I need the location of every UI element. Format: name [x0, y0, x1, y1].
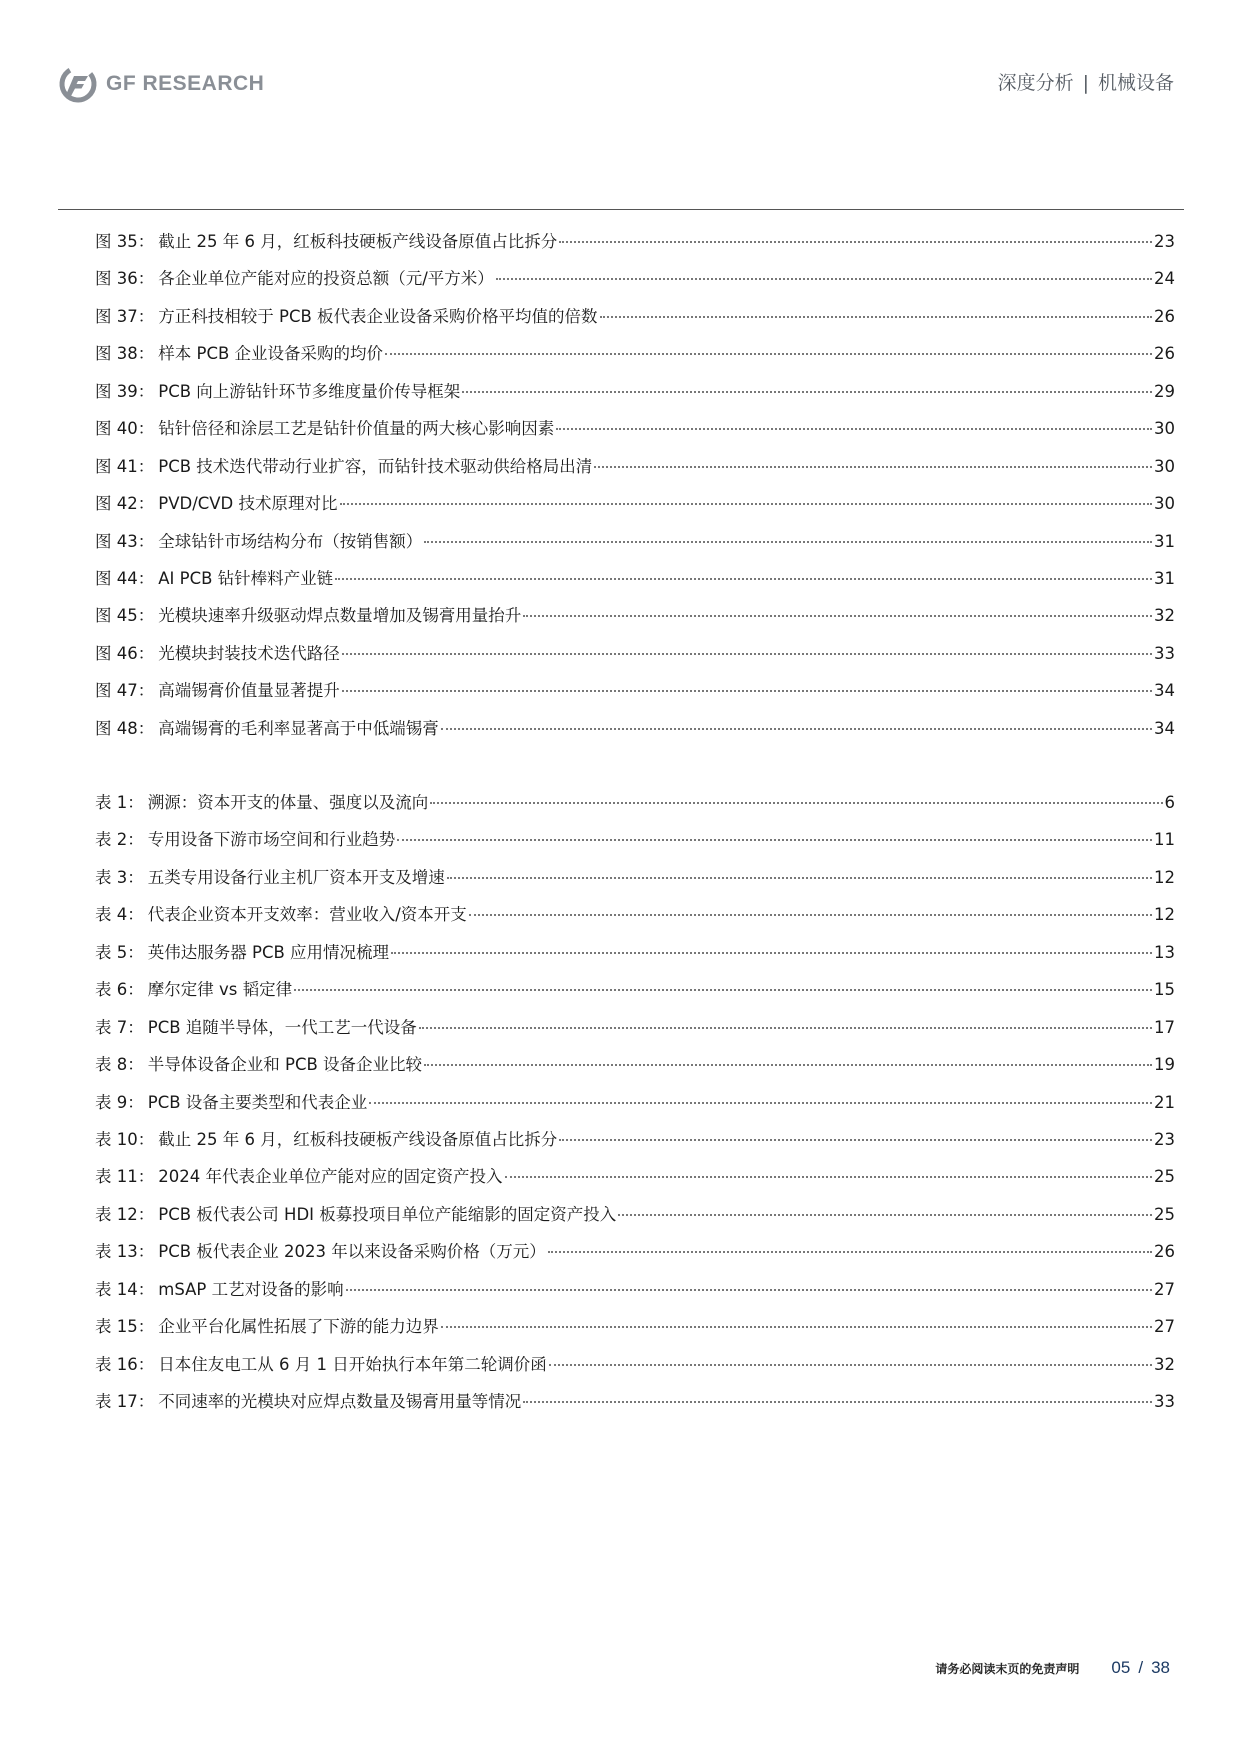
table-entry[interactable]: [95, 1201, 1175, 1238]
table-entry[interactable]: [95, 1313, 1175, 1350]
entry-page: 13: [1154, 942, 1175, 962]
entry-title: PVD/CVD 技术原理对比: [158, 494, 338, 514]
entry-number: 图 36：: [95, 269, 155, 289]
table-entry[interactable]: [95, 864, 1175, 901]
entry-title: 高端锡膏的毛利率显著高于中低端锡膏: [158, 718, 439, 738]
figure-index: [95, 228, 1175, 752]
dot-leader: [346, 1289, 1152, 1291]
entry-label: [95, 640, 340, 664]
entry-label: [95, 528, 422, 552]
entry-label: [95, 826, 395, 850]
table-entry[interactable]: [95, 939, 1175, 976]
entry-number: 图 39：: [95, 381, 155, 401]
dot-leader: [496, 278, 1152, 280]
entry-page: 33: [1154, 1392, 1175, 1411]
dot-leader: [385, 353, 1152, 355]
dot-leader: [523, 1401, 1152, 1403]
entry-page: 21: [1154, 1092, 1175, 1112]
entry-number: 表 11：: [95, 1167, 155, 1187]
entry-label: [95, 1051, 422, 1075]
page-slash: /: [1138, 1658, 1144, 1677]
dot-leader: [424, 1064, 1152, 1066]
entry-number: 表 12：: [95, 1204, 155, 1224]
figure-entry[interactable]: [95, 265, 1175, 302]
table-entry[interactable]: [95, 1351, 1175, 1388]
entry-title: 截止 25 年 6 月，红板科技硬板产线设备原值占比拆分: [158, 1129, 558, 1149]
entry-page: 23: [1154, 232, 1175, 251]
entry-number: 表 5：: [95, 942, 144, 962]
entry-number: 表 14：: [95, 1279, 155, 1299]
entry-number: 图 44：: [95, 568, 155, 588]
logo-text: GF RESEARCH: [106, 72, 265, 95]
table-entry[interactable]: [95, 901, 1175, 938]
table-entry[interactable]: [95, 1051, 1175, 1088]
entry-number: 图 45：: [95, 606, 155, 626]
figure-entry[interactable]: [95, 228, 1175, 265]
dot-leader: [441, 728, 1152, 730]
table-entry[interactable]: [95, 1276, 1175, 1313]
dot-leader: [424, 541, 1152, 543]
entry-title: PCB 向上游钻针环节多维度量价传导框架: [158, 381, 461, 401]
entry-label: [95, 453, 592, 477]
entry-page: 12: [1154, 905, 1175, 925]
page-number: [1111, 1658, 1170, 1678]
entry-page: 11: [1154, 830, 1175, 850]
page-footer: [935, 1658, 1170, 1678]
entry-label: [95, 1089, 367, 1113]
entry-number: 图 38：: [95, 344, 155, 364]
entry-page: 30: [1154, 456, 1175, 476]
entry-label: [95, 565, 333, 589]
entry-title: 企业平台化属性拓展了下游的能力边界: [158, 1317, 439, 1337]
entry-number: 图 42：: [95, 494, 155, 514]
entry-page: 19: [1154, 1055, 1175, 1075]
header-category: [998, 68, 1174, 95]
entry-page: 31: [1154, 531, 1175, 551]
entry-title: 半导体设备企业和 PCB 设备企业比较: [147, 1055, 423, 1075]
table-entry[interactable]: [95, 1126, 1175, 1163]
current-page: 05: [1111, 1658, 1131, 1677]
table-entry[interactable]: [95, 1014, 1175, 1051]
entry-title: PCB 板代表企业 2023 年以来设备采购价格（万元）: [158, 1242, 546, 1262]
dot-leader: [391, 952, 1152, 954]
entry-label: [95, 1351, 547, 1375]
entry-label: [95, 1201, 616, 1225]
entry-label: [95, 715, 439, 739]
entry-number: 表 8：: [95, 1055, 144, 1075]
entry-page: 27: [1154, 1279, 1175, 1299]
entry-number: 表 9：: [95, 1092, 144, 1112]
dot-leader: [549, 1364, 1152, 1366]
figure-entry[interactable]: [95, 490, 1175, 527]
dot-leader: [523, 615, 1152, 617]
entry-number: 表 4：: [95, 905, 144, 925]
entry-title: PCB 技术迭代带动行业扩容，而钻针技术驱动供给格局出清: [158, 456, 593, 476]
sector-name: 机械设备: [1097, 72, 1174, 94]
entry-title: 各企业单位产能对应的投资总额（元/平方米）: [158, 269, 494, 289]
dot-leader: [397, 839, 1152, 841]
dot-leader: [594, 466, 1152, 468]
entry-label: [95, 939, 389, 963]
entry-label: [95, 976, 292, 1000]
entry-title: 代表企业资本开支效率：营业收入/资本开支: [147, 905, 467, 925]
entry-number: 表 6：: [95, 980, 144, 1000]
entry-page: 26: [1154, 344, 1175, 364]
dot-leader: [505, 1176, 1153, 1178]
entry-number: 图 37：: [95, 306, 155, 326]
table-index: [95, 789, 1175, 1425]
figure-entry[interactable]: [95, 453, 1175, 490]
entry-page: 33: [1154, 643, 1175, 663]
entry-number: 表 2：: [95, 830, 144, 850]
figure-entry[interactable]: [95, 565, 1175, 602]
entry-page: 17: [1154, 1017, 1175, 1037]
table-entry[interactable]: [95, 1089, 1175, 1126]
entry-page: 25: [1154, 1204, 1175, 1224]
entry-page: 32: [1154, 1354, 1175, 1374]
entry-title: 日本住友电工从 6 月 1 日开始执行本年第二轮调价函: [158, 1354, 547, 1374]
entry-label: [95, 1126, 557, 1150]
dot-leader: [559, 241, 1152, 243]
entry-title: PCB 板代表公司 HDI 板募投项目单位产能缩影的固定资产投入: [158, 1204, 617, 1224]
logo: [58, 62, 264, 106]
entry-title: 高端锡膏价值量显著提升: [158, 681, 340, 701]
entry-label: [95, 303, 598, 327]
entry-page: 34: [1154, 681, 1175, 701]
dot-leader: [462, 391, 1152, 393]
entry-number: 表 10：: [95, 1129, 155, 1149]
entry-number: 图 47：: [95, 681, 155, 701]
entry-label: [95, 1238, 546, 1262]
figure-entry[interactable]: [95, 602, 1175, 639]
header-separator: |: [1082, 72, 1089, 94]
entry-number: 表 17：: [95, 1392, 155, 1411]
entry-title: 样本 PCB 企业设备采购的均价: [158, 344, 384, 364]
entry-number: 图 48：: [95, 718, 155, 738]
entry-page: 15: [1154, 980, 1175, 1000]
entry-label: [95, 490, 338, 514]
entry-label: [95, 789, 428, 813]
entry-title: 专用设备下游市场空间和行业趋势: [147, 830, 396, 850]
entry-title: 截止 25 年 6 月，红板科技硬板产线设备原值占比拆分: [158, 232, 558, 251]
report-type: 深度分析: [997, 72, 1074, 94]
entry-number: 表 16：: [95, 1354, 155, 1374]
entry-page: 32: [1154, 606, 1175, 626]
table-entry[interactable]: [95, 789, 1175, 826]
entry-number: 图 40：: [95, 419, 155, 439]
table-entry[interactable]: [95, 1163, 1175, 1200]
entry-number: 表 13：: [95, 1242, 155, 1262]
dot-leader: [342, 653, 1152, 655]
entry-page: 24: [1154, 269, 1175, 289]
figure-entry[interactable]: [95, 303, 1175, 340]
entry-label: [95, 340, 383, 364]
entry-page: 25: [1154, 1167, 1175, 1187]
entry-title: PCB 追随半导体，一代工艺一代设备: [147, 1017, 417, 1037]
entry-title: 钻针倍径和涂层工艺是钻针价值量的两大核心影响因素: [158, 419, 555, 439]
entry-label: [95, 864, 445, 888]
table-entry[interactable]: [95, 1238, 1175, 1275]
entry-number: 表 15：: [95, 1317, 155, 1337]
dot-leader: [430, 802, 1162, 804]
entry-title: 2024 年代表企业单位产能对应的固定资产投入: [158, 1167, 503, 1187]
table-entry[interactable]: [95, 826, 1175, 863]
dot-leader: [294, 989, 1152, 991]
entry-label: [95, 378, 460, 402]
entry-title: 光模块速率升级驱动焊点数量增加及锡膏用量抬升: [158, 606, 522, 626]
entry-label: [95, 228, 557, 252]
entry-label: [95, 677, 340, 701]
figure-entry[interactable]: [95, 677, 1175, 714]
entry-page: 23: [1154, 1129, 1175, 1149]
entry-page: 30: [1154, 419, 1175, 439]
entry-title: 摩尔定律 vs 韬定律: [147, 980, 293, 1000]
entry-page: 34: [1154, 718, 1175, 738]
entry-label: [95, 265, 494, 289]
entry-title: 方正科技相较于 PCB 板代表企业设备采购价格平均值的倍数: [158, 306, 598, 326]
header-divider: [58, 209, 1184, 210]
dot-leader: [548, 1251, 1152, 1253]
entry-label: [95, 415, 554, 439]
entry-title: 全球钻针市场结构分布（按销售额）: [158, 531, 423, 551]
entry-title: 五类专用设备行业主机厂资本开支及增速: [147, 867, 445, 887]
entry-label: [95, 1313, 439, 1337]
entry-number: 图 41：: [95, 456, 155, 476]
entry-page: 31: [1154, 568, 1175, 588]
entry-page: 30: [1154, 494, 1175, 514]
entry-page: 29: [1154, 381, 1175, 401]
entry-number: 表 3：: [95, 867, 144, 887]
dot-leader: [340, 503, 1152, 505]
entry-page: 26: [1154, 306, 1175, 326]
entry-number: 图 35：: [95, 232, 155, 251]
page-header: [58, 62, 1184, 106]
total-pages: 38: [1151, 1658, 1170, 1677]
figure-entry[interactable]: [95, 715, 1175, 752]
dot-leader: [342, 690, 1152, 692]
entry-title: PCB 设备主要类型和代表企业: [147, 1092, 368, 1112]
figure-entry[interactable]: [95, 340, 1175, 377]
entry-number: 图 43：: [95, 531, 155, 551]
dot-leader: [559, 1139, 1152, 1141]
entry-label: [95, 1014, 417, 1038]
figure-entry[interactable]: [95, 640, 1175, 677]
entry-label: [95, 1388, 521, 1412]
entry-title: 光模块封装技术迭代路径: [158, 643, 340, 663]
entry-page: 26: [1154, 1242, 1175, 1262]
entry-label: [95, 602, 521, 626]
entry-number: 表 7：: [95, 1017, 144, 1037]
entry-label: [95, 901, 467, 925]
table-entry[interactable]: [95, 1388, 1175, 1425]
entry-page: 27: [1154, 1317, 1175, 1337]
figure-entry[interactable]: [95, 528, 1175, 565]
dot-leader: [335, 578, 1152, 580]
entry-number: 表 1：: [95, 793, 144, 812]
entry-page: 12: [1154, 867, 1175, 887]
dot-leader: [369, 1102, 1152, 1104]
dot-leader: [419, 1027, 1152, 1029]
entry-title: 不同速率的光模块对应焊点数量及锡膏用量等情况: [158, 1392, 522, 1411]
dot-leader: [556, 428, 1152, 430]
entry-label: [95, 1163, 503, 1187]
dot-leader: [441, 1326, 1152, 1328]
gf-logo-icon: [58, 64, 98, 104]
entry-number: 图 46：: [95, 643, 155, 663]
entry-page: 6: [1164, 793, 1175, 812]
figure-entry[interactable]: [95, 415, 1175, 452]
entry-label: [95, 1276, 344, 1300]
entry-title: AI PCB 钻针棒料产业链: [158, 568, 334, 588]
disclaimer-text: 请务必阅读末页的免责声明: [935, 1662, 1080, 1676]
entry-title: 英伟达服务器 PCB 应用情况梳理: [147, 942, 390, 962]
figure-entry[interactable]: [95, 378, 1175, 415]
dot-leader: [618, 1214, 1152, 1216]
dot-leader: [600, 316, 1152, 318]
entry-title: 溯源：资本开支的体量、强度以及流向: [147, 793, 429, 812]
entry-title: mSAP 工艺对设备的影响: [158, 1279, 344, 1299]
table-entry[interactable]: [95, 976, 1175, 1013]
dot-leader: [469, 914, 1152, 916]
dot-leader: [447, 877, 1152, 879]
